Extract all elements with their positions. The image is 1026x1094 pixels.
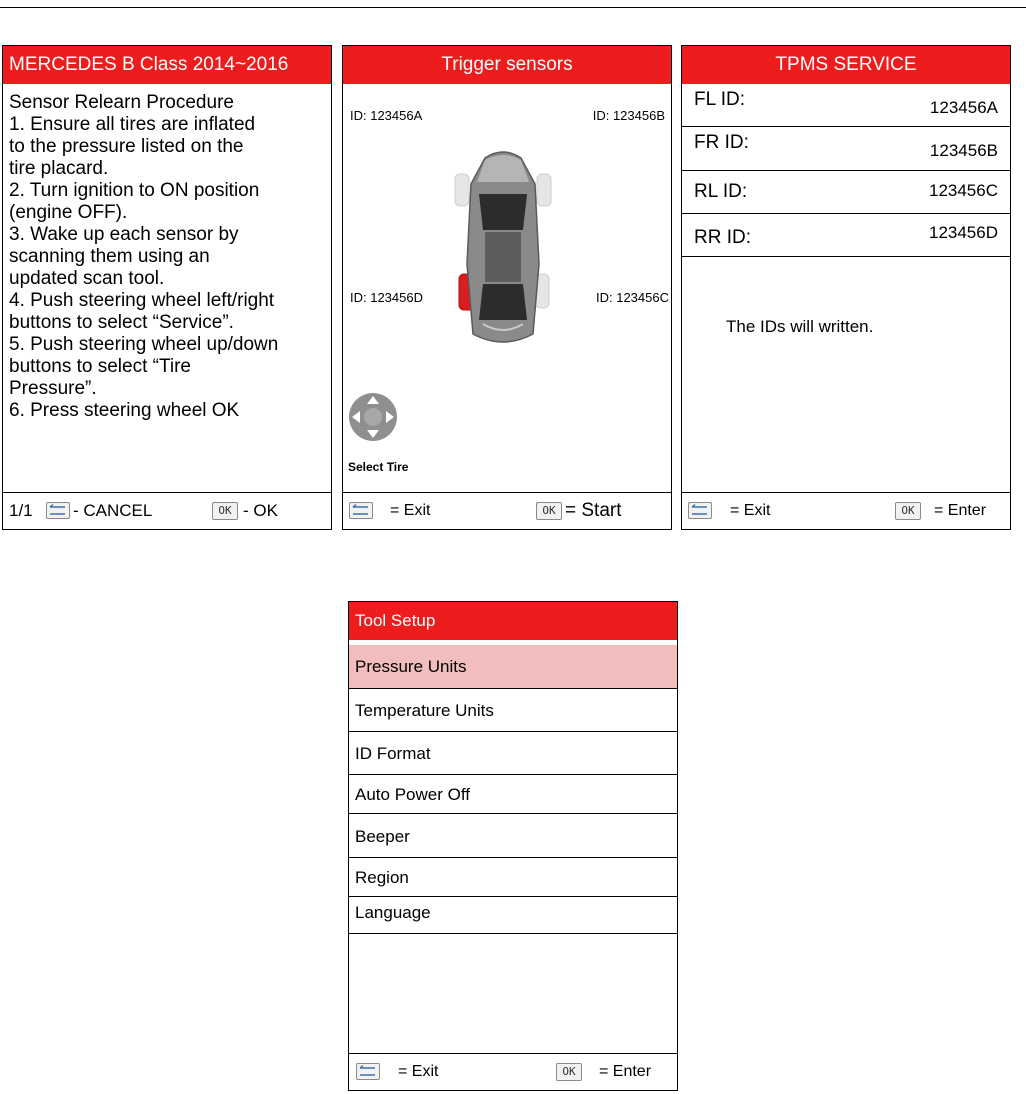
menu-item-auto-power-off[interactable]: Auto Power Off	[349, 776, 677, 814]
enter-button[interactable]: = Enter	[934, 502, 987, 519]
trigger-sensors-screen	[342, 45, 672, 530]
tpms-title: TPMS SERVICE	[682, 46, 1010, 84]
procedure-line: buttons to select “Service”.	[9, 312, 234, 333]
menu-item-beeper[interactable]: Beeper	[349, 815, 677, 858]
menu-item-region[interactable]: Region	[349, 859, 677, 897]
tire-front-left-icon	[455, 174, 469, 206]
procedure-line: 5. Push steering wheel up/down	[9, 334, 279, 355]
tire-front-right-icon	[537, 174, 551, 206]
back-icon[interactable]	[688, 502, 712, 519]
ok-icon[interactable]: OK	[536, 502, 562, 520]
procedure-line: scanning them using an	[9, 246, 210, 267]
tpms-service-screen	[681, 45, 1011, 530]
sensor-id-fl: ID: 123456A	[350, 108, 423, 123]
trigger-footer	[343, 492, 671, 529]
menu-item-id-format[interactable]: ID Format	[349, 733, 677, 775]
procedure-line: buttons to select “Tire	[9, 356, 191, 377]
relearn-footer	[3, 492, 331, 529]
sensor-id-rl: ID: 123456D	[350, 290, 423, 305]
ok-icon[interactable]: OK	[556, 1063, 582, 1081]
select-tire-label: Select Tire	[348, 460, 409, 474]
procedure-line: 4. Push steering wheel left/right	[9, 290, 275, 311]
start-button[interactable]: = Start	[565, 500, 622, 521]
procedure-line: 1. Ensure all tires are inflated	[9, 114, 256, 135]
ok-icon[interactable]: OK	[212, 502, 238, 520]
id-value: 123456D	[928, 223, 998, 242]
trigger-title: Trigger sensors	[343, 46, 671, 84]
sensor-id-rr: ID: 123456C	[596, 290, 669, 305]
id-label: RL ID:	[694, 181, 748, 202]
procedure-line: 2. Turn ignition to ON position	[9, 180, 260, 201]
car-icon	[445, 144, 561, 352]
id-value: 123456B	[929, 141, 998, 160]
procedure-text	[9, 92, 331, 422]
sensor-id-fr: ID: 123456B	[592, 108, 665, 123]
dpad-icon[interactable]	[348, 391, 398, 443]
procedure-line: 6. Press steering wheel OK	[9, 400, 240, 421]
id-row-rr	[682, 214, 1010, 257]
exit-button[interactable]: = Exit	[730, 502, 771, 519]
menu-item-temperature-units[interactable]: Temperature Units	[349, 690, 677, 732]
id-row-fr	[682, 127, 1010, 171]
id-row-rl	[682, 171, 1010, 214]
menu-item-pressure-units[interactable]: Pressure Units	[349, 645, 677, 689]
setup-title: Tool Setup	[349, 602, 677, 640]
id-value: 123456C	[928, 181, 998, 200]
procedure-line: tire placard.	[9, 158, 109, 179]
back-icon[interactable]	[46, 502, 70, 519]
page-indicator: 1/1	[9, 501, 33, 520]
procedure-line: (engine OFF).	[9, 202, 128, 223]
id-value: 123456A	[929, 98, 998, 117]
page-top-rule	[0, 7, 1026, 8]
procedure-line: 3. Wake up each sensor by	[9, 224, 239, 245]
id-row-fl	[682, 84, 1010, 127]
relearn-title: MERCEDES B Class 2014~2016	[3, 46, 331, 84]
exit-button[interactable]: = Exit	[398, 1063, 439, 1080]
procedure-line: Pressure”.	[9, 378, 97, 399]
id-label: RR ID:	[694, 227, 751, 248]
back-icon[interactable]	[349, 502, 373, 519]
procedure-line: Sensor Relearn Procedure	[9, 92, 234, 113]
id-label: FR ID:	[694, 132, 749, 153]
enter-button[interactable]: = Enter	[599, 1063, 652, 1080]
setup-footer	[349, 1053, 677, 1090]
ok-icon[interactable]: OK	[895, 502, 921, 520]
procedure-line: updated scan tool.	[9, 268, 165, 289]
menu-item-language[interactable]: Language	[349, 898, 677, 934]
tpms-footer	[682, 492, 1010, 529]
relearn-procedure-screen	[2, 45, 332, 530]
cancel-button[interactable]: - CANCEL	[73, 501, 153, 520]
id-label: FL ID:	[694, 89, 746, 110]
tool-setup-screen	[348, 601, 678, 1091]
back-icon[interactable]	[356, 1063, 380, 1080]
exit-button[interactable]: = Exit	[390, 502, 431, 519]
procedure-line: to the pressure listed on the	[9, 136, 244, 157]
status-message: The IDs will written.	[726, 317, 874, 336]
ok-button[interactable]: - OK	[243, 501, 278, 520]
